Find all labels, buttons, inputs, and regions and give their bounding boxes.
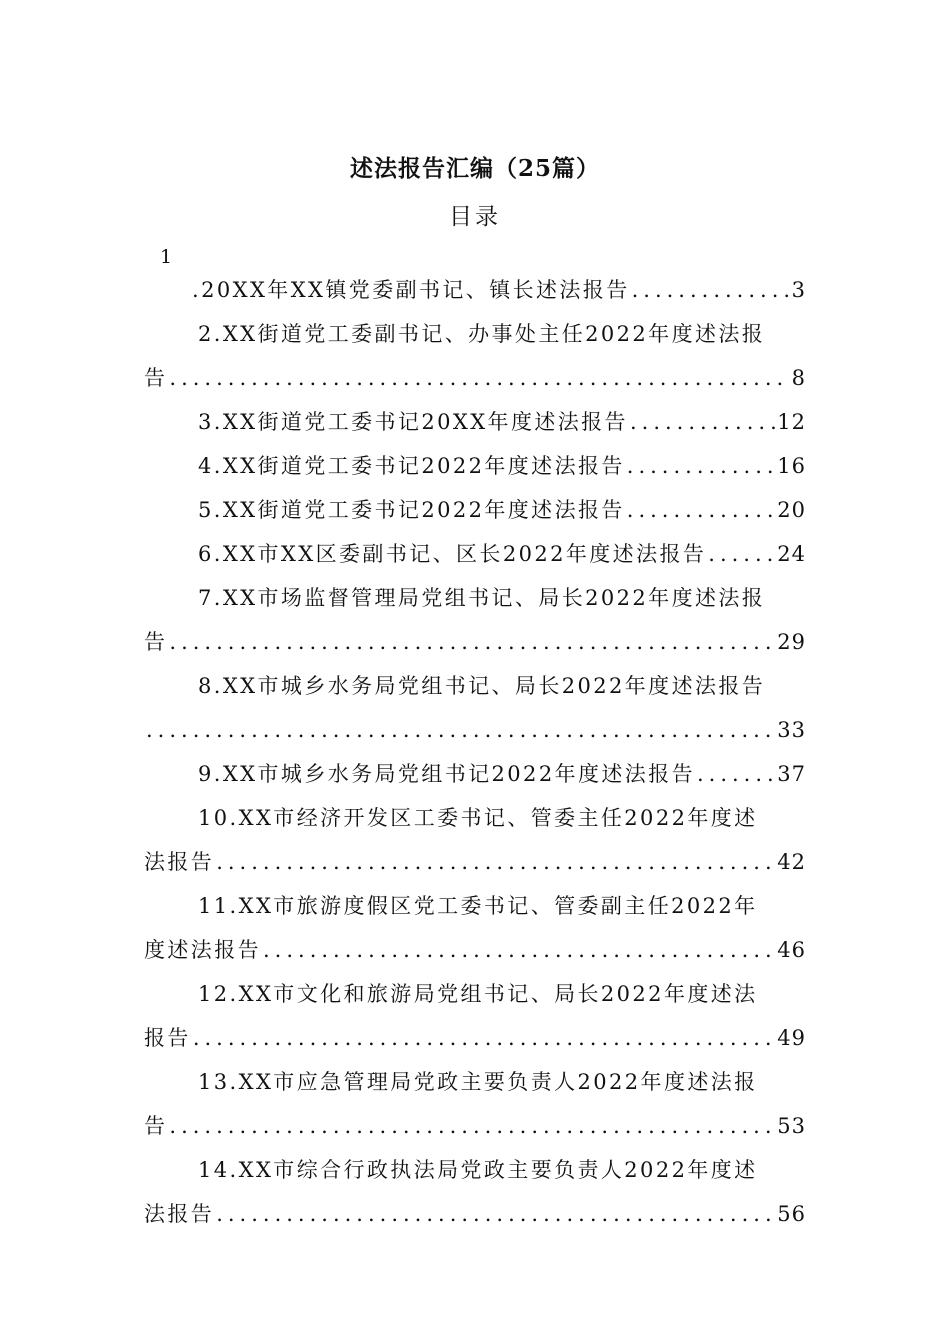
toc-entry-2-continued[interactable] bbox=[144, 356, 806, 400]
toc-entry-title: 13.XX市应急管理局党政主要负责人2022年度述法报 bbox=[198, 1070, 758, 1094]
toc-leader-dots bbox=[169, 620, 775, 664]
toc-entry-12-continued[interactable] bbox=[144, 1016, 806, 1060]
toc-leader-dots bbox=[630, 400, 775, 444]
toc-entry-title: 14.XX市综合行政执法局党政主要负责人2022年度述 bbox=[198, 1158, 758, 1182]
toc-entry-page: 46 bbox=[777, 938, 806, 962]
toc-entry-title: 12.XX市文化和旅游局党组书记、局长2022年度述法 bbox=[198, 982, 758, 1006]
toc-entry-title: 7.XX市场监督管理局党组书记、局长2022年度述法报 bbox=[198, 586, 766, 610]
toc-entry-11-continued[interactable] bbox=[144, 928, 806, 972]
toc-entry-7[interactable] bbox=[144, 576, 806, 620]
toc-entry-page: 53 bbox=[777, 1114, 806, 1138]
toc-entry-page: 3 bbox=[791, 278, 806, 302]
toc-entry-title: 6.XX市XX区委副书记、区长2022年度述法报告 bbox=[198, 542, 707, 566]
toc-entry-5[interactable] bbox=[144, 488, 806, 532]
document-title: 述法报告汇编（25篇） bbox=[349, 155, 600, 182]
toc-entry-page: 42 bbox=[777, 850, 806, 874]
toc-leader-dots bbox=[216, 1192, 775, 1236]
toc-leader-dots bbox=[216, 840, 775, 884]
toc-entry-8[interactable] bbox=[144, 664, 806, 708]
toc-leader-dots bbox=[632, 268, 790, 312]
toc-entry-page: 12 bbox=[777, 410, 806, 434]
toc-leader-dots bbox=[146, 708, 775, 752]
toc-entry-9[interactable] bbox=[144, 752, 806, 796]
toc-entry-page: 37 bbox=[777, 762, 806, 786]
toc-leader-dots bbox=[627, 444, 775, 488]
toc-leader-dots bbox=[708, 532, 775, 576]
toc-entry-14[interactable] bbox=[144, 1148, 806, 1192]
toc-entry-14-continued[interactable] bbox=[144, 1192, 806, 1236]
toc-entry-title-continued: 告 bbox=[144, 1114, 168, 1138]
toc-leader-dots bbox=[169, 356, 789, 400]
toc-entry-12[interactable] bbox=[144, 972, 806, 1016]
toc-entry-1[interactable] bbox=[144, 268, 806, 312]
toc-leader-dots bbox=[697, 752, 775, 796]
toc-leader-dots bbox=[193, 1016, 775, 1060]
toc-entry-3[interactable] bbox=[144, 400, 806, 444]
toc-entry-title: 8.XX市城乡水务局党组书记、局长2022年度述法报告 bbox=[198, 674, 766, 698]
toc-entry-page: 20 bbox=[777, 498, 806, 522]
toc-entry-title-continued: 告 bbox=[144, 630, 168, 654]
toc-entry-title: 11.XX市旅游度假区党工委书记、管委副主任2022年 bbox=[198, 894, 758, 918]
toc-entry-2[interactable] bbox=[144, 312, 806, 356]
toc-leader-dots bbox=[169, 1104, 775, 1148]
toc-entry-title: 9.XX市城乡水务局党组书记2022年度述法报告 bbox=[198, 762, 695, 786]
toc-entry-title-continued: 法报告 bbox=[144, 1202, 215, 1226]
toc-entry-6[interactable] bbox=[144, 532, 806, 576]
table-of-contents bbox=[144, 268, 806, 1236]
toc-entry-title: 3.XX街道党工委书记20XX年度述法报告 bbox=[198, 410, 628, 434]
toc-entry-10[interactable] bbox=[144, 796, 806, 840]
toc-entry-page: 8 bbox=[791, 366, 806, 390]
toc-entry-4[interactable] bbox=[144, 444, 806, 488]
toc-entry-13[interactable] bbox=[144, 1060, 806, 1104]
toc-entry-title: 10.XX市经济开发区工委书记、管委主任2022年度述 bbox=[198, 806, 758, 830]
toc-entry-title-continued: 法报告 bbox=[144, 850, 215, 874]
toc-entry-page: 56 bbox=[777, 1202, 806, 1226]
toc-leader-dots bbox=[627, 488, 775, 532]
toc-entry-title: .20XX年XX镇党委副书记、镇长述法报告 bbox=[192, 278, 630, 302]
toc-entry-page: 24 bbox=[777, 542, 806, 566]
toc-leader-dots bbox=[263, 928, 775, 972]
toc-entry-page: 29 bbox=[777, 630, 806, 654]
toc-entry-title: 5.XX街道党工委书记2022年度述法报告 bbox=[198, 498, 625, 522]
toc-entry-page: 16 bbox=[777, 454, 806, 478]
toc-entry-title-continued: 告 bbox=[144, 366, 168, 390]
toc-entry-13-continued[interactable] bbox=[144, 1104, 806, 1148]
stray-number: 1 bbox=[160, 246, 173, 268]
toc-entry-title-continued: 报告 bbox=[144, 1026, 191, 1050]
toc-entry-11[interactable] bbox=[144, 884, 806, 928]
toc-entry-title: 2.XX街道党工委副书记、办事处主任2022年度述法报 bbox=[198, 322, 766, 346]
toc-entry-title-continued: 度述法报告 bbox=[144, 938, 261, 962]
toc-entry-page: 33 bbox=[777, 718, 806, 742]
toc-heading: 目录 bbox=[449, 204, 501, 230]
toc-entry-page: 49 bbox=[777, 1026, 806, 1050]
toc-entry-8-continued[interactable] bbox=[144, 708, 806, 752]
toc-entry-title: 4.XX街道党工委书记2022年度述法报告 bbox=[198, 454, 625, 478]
toc-entry-7-continued[interactable] bbox=[144, 620, 806, 664]
toc-entry-10-continued[interactable] bbox=[144, 840, 806, 884]
